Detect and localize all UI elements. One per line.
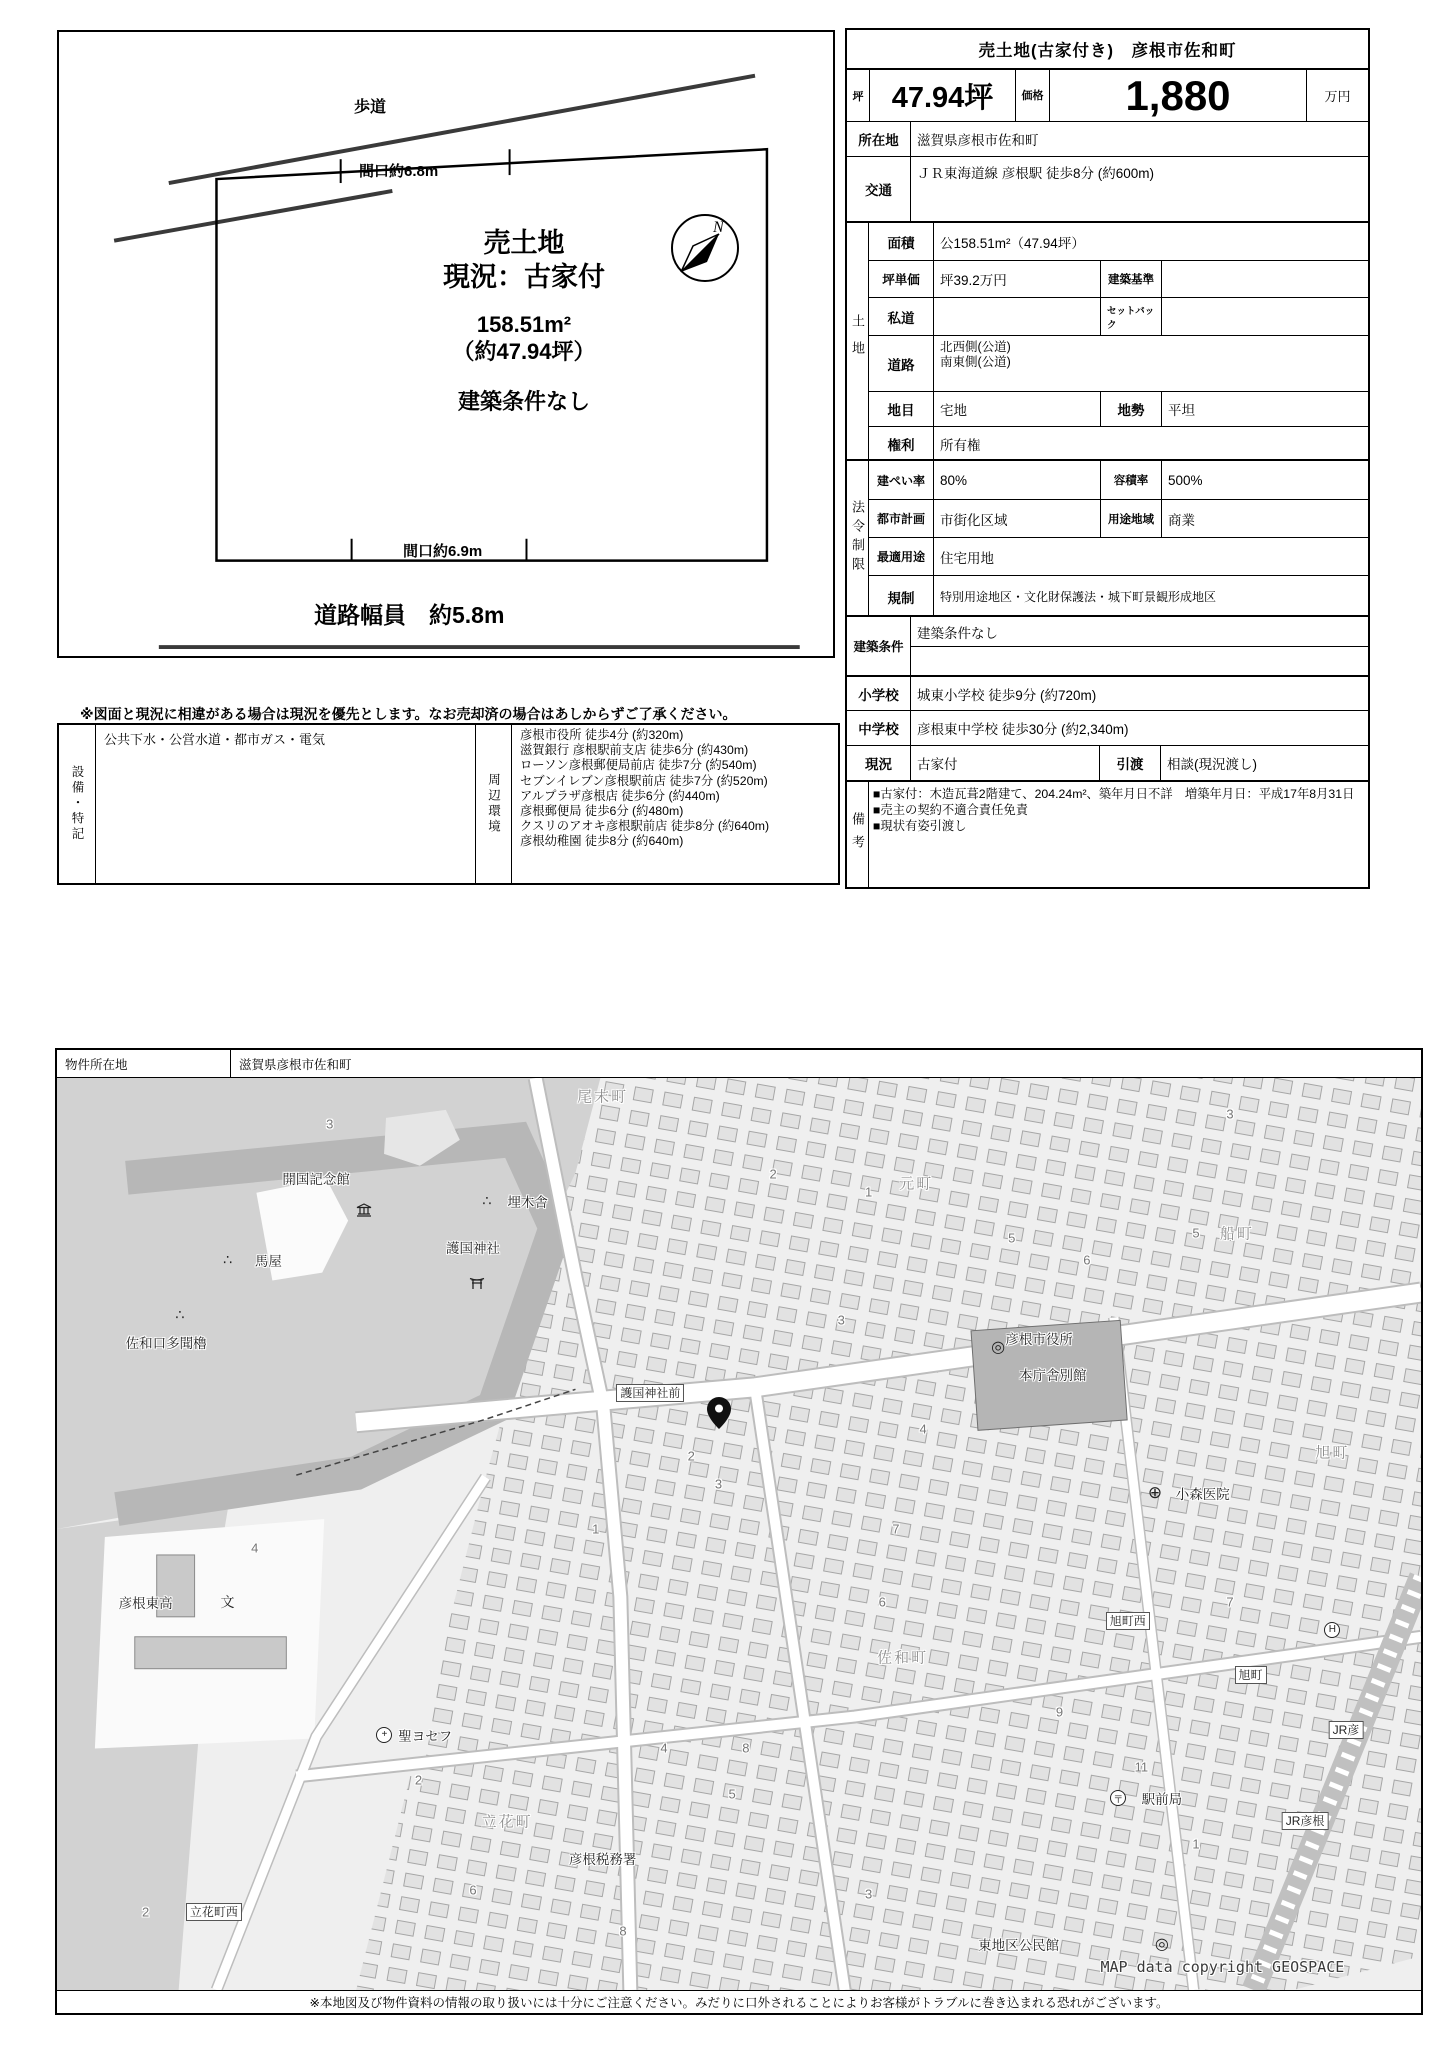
block-number: 4	[919, 1421, 927, 1437]
poi-label: 彦根市役所	[1005, 1331, 1073, 1347]
road-value-line2: 南東側(公道)	[940, 355, 1011, 369]
junior-high-value: 彦根東中学校 徒歩30分 (約2,340m)	[910, 711, 1368, 745]
environment-list	[511, 725, 838, 883]
unit-price-value: 坪39.2万円	[933, 261, 1100, 297]
city-planning-value: 市街化区域	[933, 500, 1100, 537]
district-label: 立花町	[481, 1813, 533, 1831]
government-icon: ◎	[991, 1339, 1006, 1357]
current-status-label: 現況	[865, 757, 892, 772]
road-value	[933, 336, 1368, 391]
land-category-label: 地目	[887, 403, 915, 418]
building-condition-cell	[910, 617, 1368, 675]
poi-label: 馬屋	[254, 1254, 282, 1270]
government-icon: ◎	[1154, 1936, 1169, 1954]
restriction-value: 特別用途地区・文化財保護法・城下町景観形成地区	[933, 576, 1368, 617]
property-table	[845, 28, 1370, 889]
poi-label: 聖ヨセフ	[398, 1728, 453, 1744]
poi-label: 佐和口多聞櫓	[125, 1336, 207, 1352]
facilities-value: 公共下水・公営水道・都市ガス・電気	[95, 725, 475, 883]
lot-diagram	[57, 30, 835, 658]
handover-label: 引渡	[1099, 746, 1160, 780]
block-number: 5	[728, 1786, 736, 1802]
district-label: 尾末町	[577, 1088, 629, 1106]
building-condition-value: 建築条件なし	[911, 617, 1368, 647]
road-label: 道路	[887, 357, 915, 373]
district-label: 旭町	[1315, 1444, 1350, 1462]
environment-item: 彦根郵便局 徒歩6分 (約480m)	[520, 804, 684, 819]
environment-label: 周辺環境	[486, 773, 501, 835]
poi-label: 駅前局	[1141, 1792, 1183, 1808]
road-width-label: 道路幅員 約5.8m	[314, 602, 505, 628]
environment-item: 彦根幼稚園 徒歩8分 (約640m)	[520, 834, 684, 849]
environment-item: セブンイレブン彦根駅前店 徒歩7分 (約520m)	[520, 773, 768, 788]
tsubo-label: 坪	[852, 90, 864, 103]
block-number: 9	[1055, 1704, 1064, 1720]
remarks-value	[868, 782, 1368, 887]
map-credit: MAP data copyright GEOSPACE	[1100, 1958, 1345, 1977]
block-number: 6	[469, 1882, 477, 1898]
bus-stop-label: 護国神社前	[616, 1384, 684, 1402]
elementary-school-label: 小学校	[858, 687, 899, 703]
transport-value: ＪＲ東海道線 彦根駅 徒歩8分 (約600m)	[910, 157, 1368, 221]
map-footer-disclaimer: ※本地図及び物件資料の情報の取り扱いには十分にご注意ください。みだりに口外されることによりお客様がトラブルに巻き込まれる恐れがございます。	[57, 1990, 1421, 2013]
elementary-school-value: 城東小学校 徒歩9分 (約720m)	[910, 677, 1368, 710]
bus-stop-label: 旭町西	[1106, 1612, 1150, 1630]
block-number: 2	[687, 1448, 695, 1464]
remarks-line: ■古家付：木造瓦葺2階建て、204.24m²、築年月日不詳 増築年月日：平成17年8月31日	[873, 787, 1355, 801]
facilities-label-cell	[59, 725, 95, 883]
property-title: 売土地(古家付き) 彦根市佐和町	[978, 42, 1237, 60]
unit-price-label: 坪単価	[882, 273, 920, 287]
land-group-cell	[847, 223, 868, 459]
building-condition-empty	[911, 647, 1368, 675]
best-use-value: 住宅用地	[933, 538, 1368, 575]
lot-condition: 建築条件なし	[457, 388, 590, 414]
hotel-icon: H	[1324, 1622, 1340, 1638]
topography-label: 地勢	[1100, 392, 1161, 426]
handover-value: 相談(現況渡し)	[1160, 746, 1368, 780]
block-number: 5	[1192, 1225, 1200, 1241]
junior-high-label: 中学校	[858, 722, 899, 737]
environment-item: 彦根市役所 徒歩4分 (約320m)	[520, 728, 684, 742]
block-number: 6	[1083, 1252, 1091, 1268]
north-letter: N	[713, 219, 724, 236]
lot-title-1: 売土地	[483, 228, 565, 258]
block-number: 2	[769, 1166, 777, 1182]
private-road-value	[933, 298, 1100, 335]
block-number: 11	[1134, 1759, 1149, 1775]
current-status-value: 古家付	[910, 746, 1099, 780]
zoning-value: 商業	[1161, 500, 1368, 537]
address-label: 所在地	[858, 133, 899, 148]
environment-item: ローソン彦根郵便局前店 徒歩7分 (約540m)	[520, 758, 757, 773]
topography-value: 平坦	[1161, 392, 1368, 426]
facilities-table	[57, 723, 840, 885]
poi-label: 彦根東高	[118, 1596, 173, 1612]
block-number: 3	[864, 1886, 873, 1902]
block-number: 7	[1226, 1594, 1234, 1610]
block-number: 6	[878, 1594, 886, 1610]
block-number: 3	[1226, 1106, 1234, 1122]
frontage-bottom-label: 間口約6.9m	[403, 543, 483, 560]
poi-label: 本庁舎別館	[1018, 1368, 1087, 1384]
school-icon: 文	[220, 1594, 235, 1611]
remarks-label-cell	[847, 782, 868, 887]
lot-title-2: 現況：古家付	[443, 261, 605, 292]
remarks-label: 備考	[850, 811, 865, 858]
tsubo-value: 47.94坪	[869, 70, 1015, 121]
block-number: 2	[142, 1904, 150, 1920]
poi-label: 護国神社	[446, 1240, 501, 1256]
poi-label: 彦根税務署	[568, 1851, 637, 1867]
bus-stop-label: JR彦	[1329, 1721, 1364, 1739]
block-number: 4	[660, 1740, 668, 1756]
area-value: 公158.51m²（47.94坪）	[933, 223, 1368, 260]
building-condition-label: 建築条件	[853, 640, 904, 654]
remarks-line: ■売主の契約不適合責任免責	[873, 803, 1028, 817]
floor-area-ratio-label: 容積率	[1100, 461, 1161, 499]
block-number: 1	[864, 1184, 873, 1200]
historic-site-icon: ∴	[175, 1306, 185, 1323]
torii-icon	[469, 1276, 485, 1290]
address-value: 滋賀県彦根市佐和町	[910, 122, 1368, 156]
district-label: 佐和町	[877, 1649, 929, 1667]
flyer-disclaimer: ※図面と現況に相違がある場合は現況を優先とします。なお売却済の場合はあしからずご了承ください。	[80, 706, 737, 722]
block-number: 5	[1008, 1230, 1016, 1246]
map-address-value: 滋賀県彦根市佐和町	[239, 1057, 352, 1072]
best-use-label: 最適用途	[876, 550, 925, 564]
private-road-label: 私道	[887, 310, 915, 326]
bus-stop-label: 旭町	[1234, 1666, 1266, 1684]
poi-label: 埋木舎	[507, 1195, 548, 1211]
rights-value: 所有権	[933, 427, 1368, 461]
setback-value	[1161, 298, 1368, 335]
lot-area-2: （約47.94坪）	[452, 339, 596, 364]
property-pin-icon	[707, 1397, 731, 1429]
block-number: 4	[251, 1540, 259, 1556]
area-label: 面積	[887, 235, 915, 251]
district-label: 船町	[1219, 1225, 1254, 1243]
setback-label: セットバック	[1100, 298, 1161, 335]
poi-label: 開国記念館	[282, 1172, 350, 1188]
block-number: 1	[592, 1521, 600, 1537]
regulation-group-label: 法令制限	[850, 500, 865, 576]
price-value: 1,880	[1049, 70, 1306, 121]
zoning-label: 用途地域	[1100, 500, 1161, 537]
map-header	[57, 1050, 1421, 1078]
bus-stop-label: 立花町西	[186, 1903, 242, 1921]
block-number: 8	[742, 1740, 750, 1756]
post-office-icon: 〒	[1110, 1790, 1126, 1806]
district-label: 元町	[899, 1175, 934, 1193]
coverage-ratio-value: 80%	[933, 461, 1100, 499]
block-number: 3	[326, 1116, 334, 1132]
map-body	[57, 1078, 1421, 1990]
block-number: 2	[414, 1772, 423, 1788]
lot-area-1: 158.51m²	[476, 311, 572, 337]
remarks-line: ■現状有姿引渡し	[873, 819, 967, 833]
church-icon: +	[376, 1727, 392, 1743]
restriction-label: 規制	[887, 590, 915, 606]
environment-item: クスリのアオキ彦根駅前店 徒歩8分 (約640m)	[520, 819, 770, 834]
map-address-label: 物件所在地	[65, 1057, 128, 1072]
historic-site-icon: ∴	[482, 1192, 492, 1209]
lot-inner-text	[219, 227, 829, 415]
bus-stop-label: JR彦根	[1282, 1812, 1329, 1830]
poi-label: 東地区公民館	[978, 1938, 1060, 1954]
city-planning-label: 都市計画	[876, 512, 925, 526]
historic-site-icon: ∴	[223, 1251, 232, 1268]
rights-label: 権利	[887, 438, 915, 453]
floor-area-ratio-value: 500%	[1161, 461, 1368, 499]
frontage-top-label: 間口約6.8m	[359, 163, 439, 180]
coverage-ratio-label: 建ぺい率	[876, 473, 925, 488]
sidewalk-label: 歩道	[354, 99, 387, 116]
block-number: 3	[837, 1312, 845, 1328]
building-standard-label: 建築基準	[1100, 261, 1161, 297]
price-unit: 万円	[1306, 70, 1368, 121]
regulation-group-cell	[847, 461, 868, 615]
poi-label: 小森医院	[1175, 1486, 1230, 1502]
transport-label: 交通	[865, 183, 892, 198]
building-standard-value	[1161, 261, 1368, 297]
block-number: 1	[1192, 1836, 1200, 1852]
environment-item: アルプラザ彦根店 徒歩6分 (約440m)	[520, 788, 720, 803]
block-number: 7	[892, 1521, 900, 1537]
map-drawing	[57, 1078, 1421, 1990]
environment-label-cell	[475, 725, 511, 883]
block-number: 3	[714, 1476, 723, 1492]
map-panel	[55, 1048, 1423, 2015]
price-label: 価格	[1015, 70, 1049, 121]
facilities-label: 設備・特記	[70, 765, 84, 843]
block-number: 8	[619, 1923, 627, 1939]
museum-icon	[356, 1203, 372, 1217]
environment-item: 滋賀銀行 彦根駅前支店 徒歩6分 (約430m)	[520, 743, 749, 758]
hospital-icon: ⊕	[1147, 1482, 1163, 1502]
road-value-line1: 北西側(公道)	[940, 340, 1011, 354]
land-category-value: 宅地	[933, 392, 1100, 426]
land-group-label: 土地	[850, 314, 865, 368]
